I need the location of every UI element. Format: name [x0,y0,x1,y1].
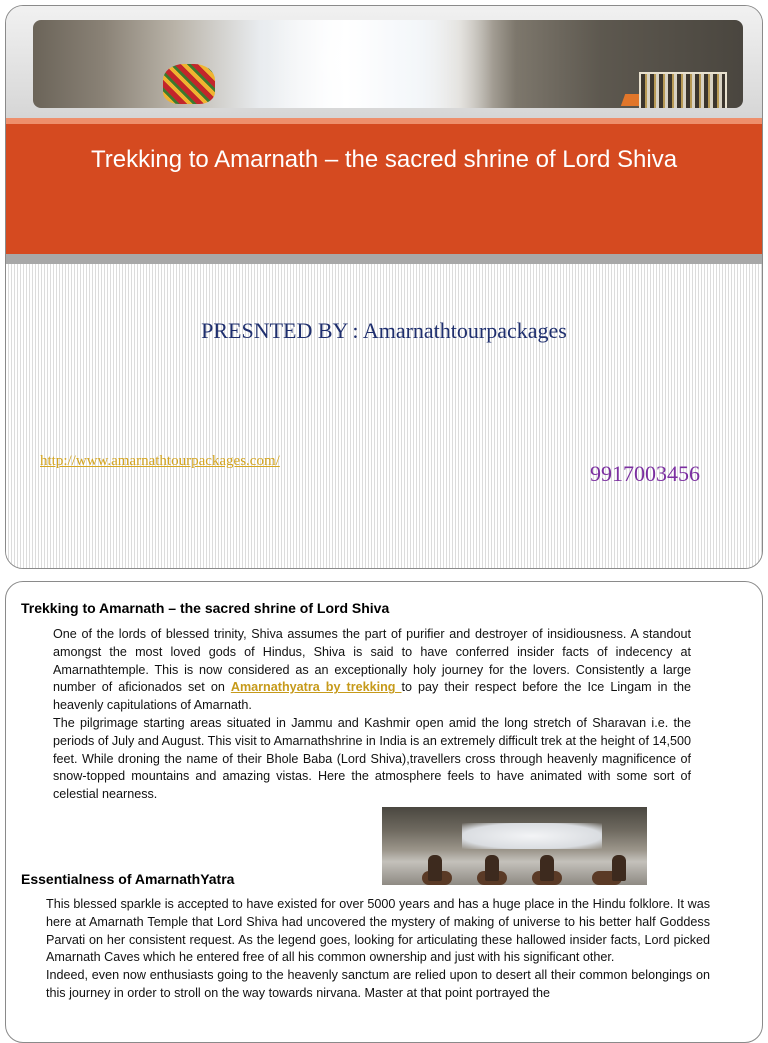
para2-text: The pilgrimage starting areas situated in Jammu and Kashmir open amid the long stretch of Sharavan i.e. the periods of July and August. This visit to Amarnathshrine in India is an extremely difficult trek at the height of 14,500 feet. While droning the name of their Bhole Baba (Lord Shiva),travellers cross through heavenly magnificence of snow-topped mountains and amazing vistas. Here the atmosphere feels to have animated with some sort of celestial nearness. [53,715,691,802]
shrine-grill [639,72,727,108]
essentialness-paragraphs [46,896,710,1003]
para1-text-end: to pay their respect before the Ice Lingam in the heavenly capitulations of Amarnath. [53,680,691,713]
ice-lingam [268,20,493,108]
amarnathyatra-trekking-link[interactable]: Amarnathyatra by trekking [230,680,402,695]
striped-background [6,254,762,568]
title-slide [5,5,763,569]
section-heading-essentialness: Essentialness of AmarnathYatra [21,871,235,887]
para4-text: Indeed, even now enthusiasts going to the heavenly sanctum are relied upon to desert all their common belongings on this journey in order to stroll on the way towards nirvana. Master at that point portrayed the [46,968,710,1000]
snow-patch [462,823,602,849]
intro-paragraphs [53,626,691,804]
rider [540,855,554,881]
pilgrims-on-horseback-photo [382,807,647,885]
divider-bar [6,254,762,264]
para1-text-start: One of the lords of blessed trinity, Shiva assumes the part of purifier and destroyer of insidiousness. A standout amongst the most loved gods of Hindus, Shiva is said to have conferred insider facts of indecency at Amarnathtemple. This is now considered as an exceptionally holy journey for the lovers. Consistently a large number of aficionados set on [53,627,691,695]
rider [428,855,442,881]
flower-garland [163,64,215,104]
presented-by [6,318,762,344]
presenter-name: : Amarnathtourpackages [352,318,567,343]
presented-by-label: PRESNTED BY [201,318,349,343]
header-photo-band [6,6,762,118]
content-slide [5,581,763,1043]
slide-title: Trekking to Amarnath – the sacred shrine of Lord Shiva [90,146,678,173]
phone-number: 9917003456 [590,461,700,486]
website-link[interactable]: http://www.amarnathtourpackages.com/ [40,453,280,469]
rider [612,855,626,881]
ice-lingam-cave-photo [33,20,743,108]
section-heading-trekking: Trekking to Amarnath – the sacred shrine of Lord Shiva [21,600,390,616]
rider [485,855,499,881]
para3-text: This blessed sparkle is accepted to have existed for over 5000 years and has a huge place in the Hindu folklore. It was here at Amarnath Temple that Lord Shiva had uncovered the mystery of making of universe to his better half Goddess Parvati on her consistent request. As the legend goes, looking for articulating these hallowed insider facts, Lord picked Amarnath Caves which he entered free of all his common ownership and just with his significant other. [46,897,710,965]
title-band [6,118,762,254]
